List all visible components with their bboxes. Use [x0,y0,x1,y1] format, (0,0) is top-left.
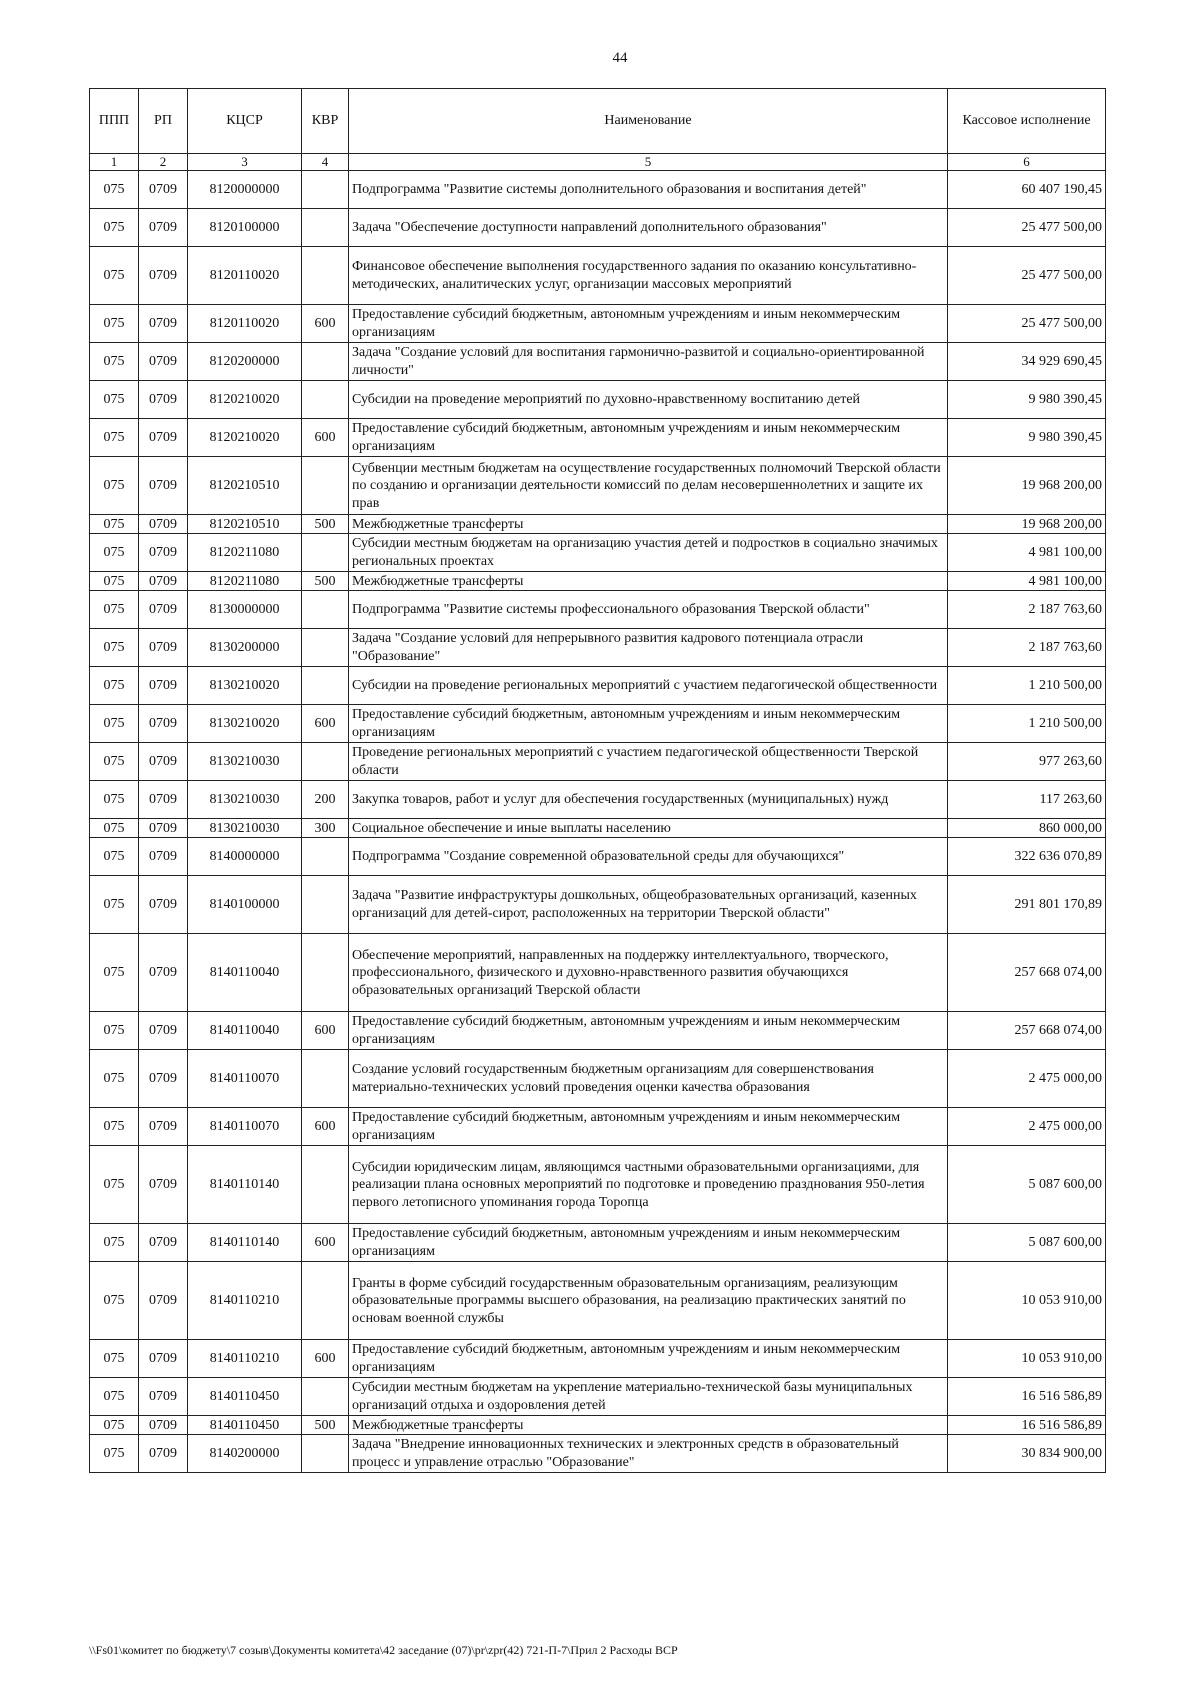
footer-file-path: \\Fs01\комитет по бюджету\7 созыв\Документы комитета\42 заседание (07)\pr\zpr(42) 721-П-7\Прил 2 Расходы ВСР [89,1643,678,1657]
row-rp: 0709 [139,1416,188,1435]
row-kcsr: 8120210020 [188,419,302,457]
column-number: 4 [302,154,349,171]
row-amount: 257 668 074,00 [948,934,1106,1012]
row-kcsr: 8130200000 [188,629,302,667]
row-name: Финансовое обеспечение выполнения государственного задания по оказанию консультативно-методических, аналитических услуг, организации массовых мероприятий [349,247,948,305]
table-row [90,534,1106,572]
row-name: Проведение региональных мероприятий с участием педагогической общественности Тверской области [349,743,948,781]
row-amount: 291 801 170,89 [948,876,1106,934]
row-rp: 0709 [139,1108,188,1146]
table-row [90,381,1106,419]
row-amount: 10 053 910,00 [948,1340,1106,1378]
column-number: 6 [948,154,1106,171]
row-kvr [302,1262,349,1340]
budget-table [89,88,1106,1473]
row-amount: 1 210 500,00 [948,705,1106,743]
header-row [90,89,1106,154]
row-kcsr: 8140110040 [188,934,302,1012]
column-number: 3 [188,154,302,171]
row-kvr [302,667,349,705]
row-rp: 0709 [139,534,188,572]
row-rp: 0709 [139,1378,188,1416]
row-amount: 25 477 500,00 [948,305,1106,343]
row-rp: 0709 [139,876,188,934]
row-rp: 0709 [139,457,188,515]
header-kcsr: КЦСР [188,89,302,154]
table-row [90,876,1106,934]
row-name: Предоставление субсидий бюджетным, автономным учреждениям и иным некоммерческим организациям [349,419,948,457]
row-kvr: 200 [302,781,349,819]
row-ppp: 075 [90,705,139,743]
row-amount: 9 980 390,45 [948,381,1106,419]
row-name: Задача "Обеспечение доступности направлений дополнительного образования" [349,209,948,247]
row-kcsr: 8120200000 [188,343,302,381]
row-kvr: 500 [302,1416,349,1435]
row-ppp: 075 [90,1416,139,1435]
row-amount: 16 516 586,89 [948,1416,1106,1435]
row-kvr [302,591,349,629]
row-rp: 0709 [139,1012,188,1050]
row-kvr [302,534,349,572]
row-name: Создание условий государственным бюджетным организациям для совершенствования материально-технических условий проведения оценки качества образования [349,1050,948,1108]
row-rp: 0709 [139,705,188,743]
row-kcsr: 8120211080 [188,534,302,572]
row-name: Задача "Развитие инфраструктуры дошкольных, общеобразовательных организаций, казенных организаций для детей-сирот, расположенных на территории Тверской области" [349,876,948,934]
row-kcsr: 8120110020 [188,247,302,305]
row-kvr [302,209,349,247]
row-amount: 2 475 000,00 [948,1050,1106,1108]
row-name: Задача "Внедрение инновационных технических и электронных средств в образовательный процесс и управление отраслью "Образование" [349,1435,948,1473]
row-rp: 0709 [139,515,188,534]
row-rp: 0709 [139,667,188,705]
row-rp: 0709 [139,934,188,1012]
header-ppp: ППП [90,89,139,154]
row-kcsr: 8140100000 [188,876,302,934]
row-rp: 0709 [139,1435,188,1473]
row-amount: 34 929 690,45 [948,343,1106,381]
row-ppp: 075 [90,572,139,591]
row-kvr [302,876,349,934]
table-row [90,171,1106,209]
row-rp: 0709 [139,781,188,819]
page-number: 44 [612,50,628,66]
row-kvr [302,1378,349,1416]
table-row [90,705,1106,743]
row-rp: 0709 [139,305,188,343]
row-ppp: 075 [90,876,139,934]
row-kcsr: 8120100000 [188,209,302,247]
row-kcsr: 8120000000 [188,171,302,209]
row-kvr: 600 [302,1340,349,1378]
row-ppp: 075 [90,515,139,534]
row-rp: 0709 [139,819,188,838]
row-rp: 0709 [139,838,188,876]
table-row [90,572,1106,591]
row-amount: 4 981 100,00 [948,534,1106,572]
row-name: Предоставление субсидий бюджетным, автономным учреждениям и иным некоммерческим организациям [349,305,948,343]
table-row [90,1012,1106,1050]
column-number: 1 [90,154,139,171]
table-row [90,1050,1106,1108]
table-row [90,1224,1106,1262]
row-name: Межбюджетные трансферты [349,515,948,534]
row-kcsr: 8140200000 [188,1435,302,1473]
row-rp: 0709 [139,381,188,419]
row-amount: 10 053 910,00 [948,1262,1106,1340]
row-kvr [302,1146,349,1224]
row-kvr [302,743,349,781]
row-name: Межбюджетные трансферты [349,572,948,591]
row-kcsr: 8130210030 [188,819,302,838]
row-rp: 0709 [139,247,188,305]
row-ppp: 075 [90,819,139,838]
table-row [90,934,1106,1012]
row-kcsr: 8140110210 [188,1340,302,1378]
row-kvr [302,381,349,419]
table-row [90,1340,1106,1378]
table-row [90,743,1106,781]
row-amount: 25 477 500,00 [948,247,1106,305]
row-ppp: 075 [90,1340,139,1378]
row-ppp: 075 [90,1435,139,1473]
row-ppp: 075 [90,1146,139,1224]
row-rp: 0709 [139,572,188,591]
row-rp: 0709 [139,171,188,209]
row-ppp: 075 [90,629,139,667]
row-kvr: 600 [302,705,349,743]
row-ppp: 075 [90,1050,139,1108]
row-kcsr: 8120210510 [188,457,302,515]
row-rp: 0709 [139,1340,188,1378]
row-kcsr: 8140110070 [188,1108,302,1146]
row-kcsr: 8120210510 [188,515,302,534]
row-name: Субсидии местным бюджетам на укрепление материально-технической базы муниципальных организаций отдыха и оздоровления детей [349,1378,948,1416]
row-name: Подпрограмма "Развитие системы профессионального образования Тверской области" [349,591,948,629]
row-amount: 977 263,60 [948,743,1106,781]
row-kvr [302,247,349,305]
row-rp: 0709 [139,419,188,457]
row-kcsr: 8140110040 [188,1012,302,1050]
row-name: Социальное обеспечение и иные выплаты населению [349,819,948,838]
row-kcsr: 8120211080 [188,572,302,591]
row-name: Обеспечение мероприятий, направленных на поддержку интеллектуального, творческого, профессионального, физического и духовно-нравственного развития обучающихся образовательных организаций Тверской области [349,934,948,1012]
table-row [90,591,1106,629]
row-kcsr: 8140110450 [188,1378,302,1416]
row-kcsr: 8140110140 [188,1224,302,1262]
row-ppp: 075 [90,1108,139,1146]
row-ppp: 075 [90,934,139,1012]
table-row [90,457,1106,515]
row-ppp: 075 [90,343,139,381]
table-row [90,305,1106,343]
row-amount: 60 407 190,45 [948,171,1106,209]
row-kvr: 500 [302,572,349,591]
row-name: Закупка товаров, работ и услуг для обеспечения государственных (муниципальных) нужд [349,781,948,819]
row-kcsr: 8140110450 [188,1416,302,1435]
row-kvr [302,838,349,876]
row-kcsr: 8130210030 [188,781,302,819]
row-amount: 2 475 000,00 [948,1108,1106,1146]
header-kvr: КВР [302,89,349,154]
table-row [90,667,1106,705]
row-kcsr: 8140000000 [188,838,302,876]
table-row [90,1378,1106,1416]
table-row [90,819,1106,838]
row-kcsr: 8130210020 [188,667,302,705]
row-ppp: 075 [90,171,139,209]
row-ppp: 075 [90,1012,139,1050]
row-kvr: 600 [302,419,349,457]
row-rp: 0709 [139,629,188,667]
row-name: Подпрограмма "Развитие системы дополнительного образования и воспитания детей" [349,171,948,209]
table-row [90,419,1106,457]
row-kcsr: 8120210020 [188,381,302,419]
row-kvr [302,1435,349,1473]
row-ppp: 075 [90,743,139,781]
row-amount: 257 668 074,00 [948,1012,1106,1050]
row-kcsr: 8130210020 [188,705,302,743]
row-ppp: 075 [90,1262,139,1340]
row-name: Межбюджетные трансферты [349,1416,948,1435]
row-name: Субсидии юридическим лицам, являющимся частными образовательными организациями, для реализации плана основных мероприятий по подготовке и проведению празднования 950-летия первого летописного упоминания города Торопца [349,1146,948,1224]
row-kvr: 600 [302,1012,349,1050]
row-ppp: 075 [90,781,139,819]
row-kvr: 600 [302,1224,349,1262]
row-ppp: 075 [90,419,139,457]
header-rp: РП [139,89,188,154]
row-ppp: 075 [90,209,139,247]
row-kvr [302,934,349,1012]
row-name: Предоставление субсидий бюджетным, автономным учреждениям и иным некоммерческим организациям [349,1224,948,1262]
row-kcsr: 8140110070 [188,1050,302,1108]
row-rp: 0709 [139,591,188,629]
column-number-row [90,154,1106,171]
row-kvr: 300 [302,819,349,838]
row-ppp: 075 [90,457,139,515]
row-kvr [302,629,349,667]
table-body [90,171,1106,1473]
row-amount: 30 834 900,00 [948,1435,1106,1473]
table-row [90,1108,1106,1146]
row-rp: 0709 [139,1224,188,1262]
row-kvr: 600 [302,305,349,343]
row-kvr: 500 [302,515,349,534]
row-kvr [302,457,349,515]
row-ppp: 075 [90,591,139,629]
row-kcsr: 8120110020 [188,305,302,343]
row-ppp: 075 [90,305,139,343]
row-kvr [302,1050,349,1108]
row-amount: 16 516 586,89 [948,1378,1106,1416]
table-row [90,247,1106,305]
row-kcsr: 8130210030 [188,743,302,781]
row-ppp: 075 [90,838,139,876]
row-name: Субвенции местным бюджетам на осуществление государственных полномочий Тверской области по созданию и организации деятельности комиссий по делам несовершеннолетних и защите их прав [349,457,948,515]
row-kcsr: 8140110140 [188,1146,302,1224]
row-amount: 1 210 500,00 [948,667,1106,705]
table-row [90,343,1106,381]
row-amount: 117 263,60 [948,781,1106,819]
table-row [90,629,1106,667]
row-name: Предоставление субсидий бюджетным, автономным учреждениям и иным некоммерческим организациям [349,705,948,743]
table-row [90,781,1106,819]
row-amount: 4 981 100,00 [948,572,1106,591]
row-rp: 0709 [139,343,188,381]
table-row [90,1262,1106,1340]
row-amount: 860 000,00 [948,819,1106,838]
row-kvr [302,171,349,209]
row-amount: 322 636 070,89 [948,838,1106,876]
row-kvr: 600 [302,1108,349,1146]
row-amount: 2 187 763,60 [948,591,1106,629]
row-name: Задача "Создание условий для непрерывного развития кадрового потенциала отрасли "Образование" [349,629,948,667]
row-amount: 2 187 763,60 [948,629,1106,667]
table-row [90,1435,1106,1473]
table-row [90,838,1106,876]
column-number: 5 [349,154,948,171]
row-amount: 5 087 600,00 [948,1146,1106,1224]
header-amount: Кассовое исполнение [948,89,1106,154]
row-ppp: 075 [90,667,139,705]
row-name: Предоставление субсидий бюджетным, автономным учреждениям и иным некоммерческим организациям [349,1012,948,1050]
row-ppp: 075 [90,534,139,572]
row-ppp: 075 [90,247,139,305]
row-amount: 19 968 200,00 [948,457,1106,515]
row-rp: 0709 [139,1146,188,1224]
row-name: Гранты в форме субсидий государственным образовательным организациям, реализующим образовательные программы высшего образования, на реализацию практических занятий по основам военной службы [349,1262,948,1340]
table-row [90,1146,1106,1224]
row-kcsr: 8130000000 [188,591,302,629]
row-amount: 9 980 390,45 [948,419,1106,457]
row-rp: 0709 [139,1050,188,1108]
row-kvr [302,343,349,381]
row-amount: 19 968 200,00 [948,515,1106,534]
row-name: Субсидии на проведение мероприятий по духовно-нравственному воспитанию детей [349,381,948,419]
row-ppp: 075 [90,1378,139,1416]
header-name: Наименование [349,89,948,154]
column-number: 2 [139,154,188,171]
row-rp: 0709 [139,743,188,781]
row-ppp: 075 [90,381,139,419]
row-amount: 25 477 500,00 [948,209,1106,247]
table-row [90,515,1106,534]
row-rp: 0709 [139,1262,188,1340]
row-name: Подпрограмма "Создание современной образовательной среды для обучающихся" [349,838,948,876]
table-row [90,209,1106,247]
row-amount: 5 087 600,00 [948,1224,1106,1262]
row-kcsr: 8140110210 [188,1262,302,1340]
row-rp: 0709 [139,209,188,247]
row-name: Предоставление субсидий бюджетным, автономным учреждениям и иным некоммерческим организациям [349,1108,948,1146]
row-name: Задача "Создание условий для воспитания гармонично-развитой и социально-ориентированной личности" [349,343,948,381]
row-ppp: 075 [90,1224,139,1262]
row-name: Субсидии местным бюджетам на организацию участия детей и подростков в социально значимых региональных проектах [349,534,948,572]
row-name: Предоставление субсидий бюджетным, автономным учреждениям и иным некоммерческим организациям [349,1340,948,1378]
table-row [90,1416,1106,1435]
row-name: Субсидии на проведение региональных мероприятий с участием педагогической общественности [349,667,948,705]
